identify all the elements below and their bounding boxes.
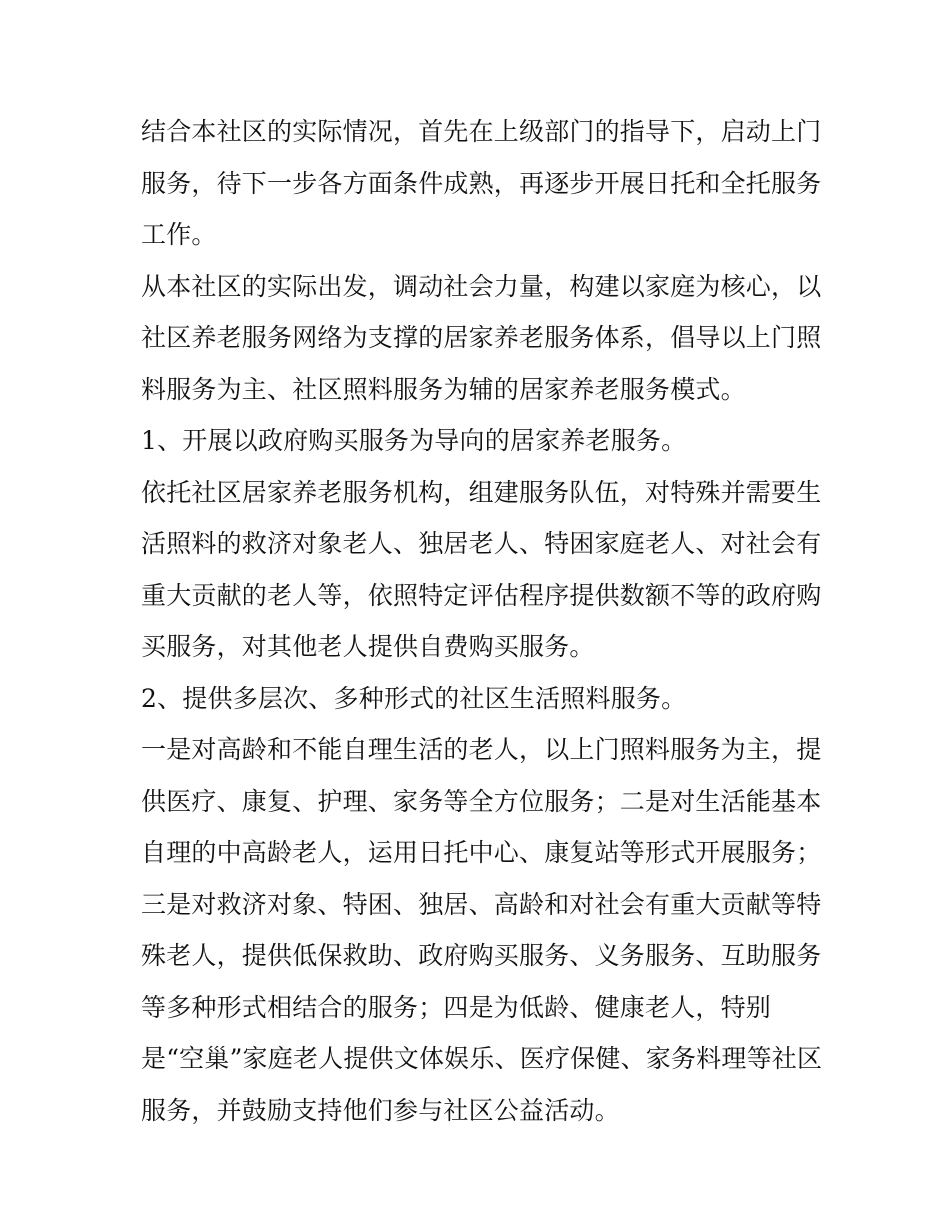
document-body [141, 106, 821, 1136]
text-line: 服务，待下一步各方面条件成熟，再逐步开展日托和全托服务 [141, 168, 822, 198]
text-line: 是“空巢”家庭老人提供文体娱乐、医疗保健、家务料理等社区 [141, 1044, 823, 1073]
text-line: 从本社区的实际出发，调动社会力量，构建以家庭为核心，以 [141, 271, 822, 301]
section-heading-2: 2、提供多层次、多种形式的社区生活照料服务。 [141, 683, 687, 713]
text-line: 等多种形式相结合的服务；四是为低龄、健康老人，特别 [141, 992, 772, 1022]
text-line: 工作。 [141, 220, 217, 249]
text-line: 社区养老服务网络为支撑的居家养老服务体系，倡导以上门照 [141, 323, 822, 352]
text-line: 自理的中高龄老人，运用日托中心、康复站等形式开展服务； [141, 838, 822, 867]
text-line: 供医疗、康复、护理、家务等全方位服务；二是对生活能基本 [141, 786, 822, 816]
text-line: 重大贡献的老人等，依照特定评估程序提供数额不等的政府购 [141, 580, 822, 610]
section-heading-1: 1、开展以政府购买服务为导向的居家养老服务。 [141, 426, 687, 455]
text-line: 活照料的救济对象老人、独居老人、特困家庭老人、对社会有 [141, 529, 822, 558]
text-line: 服务，并鼓励支持他们参与社区公益活动。 [141, 1095, 620, 1125]
text-line: 殊老人，提供低保救助、政府购买服务、义务服务、互助服务 [141, 941, 822, 970]
text-line: 料服务为主、社区照料服务为辅的居家养老服务模式。 [141, 374, 746, 404]
text-line: 依托社区居家养老服务机构，组建服务队伍，对特殊并需要生 [141, 477, 822, 507]
text-line: 结合本社区的实际情况，首先在上级部门的指导下，启动上门 [141, 117, 822, 146]
text-line: 一是对高龄和不能自理生活的老人，以上门照料服务为主，提 [141, 735, 822, 764]
text-line: 买服务，对其他老人提供自费购买服务。 [141, 632, 595, 661]
text-line: 三是对救济对象、特困、独居、高龄和对社会有重大贡献等特 [141, 889, 822, 919]
